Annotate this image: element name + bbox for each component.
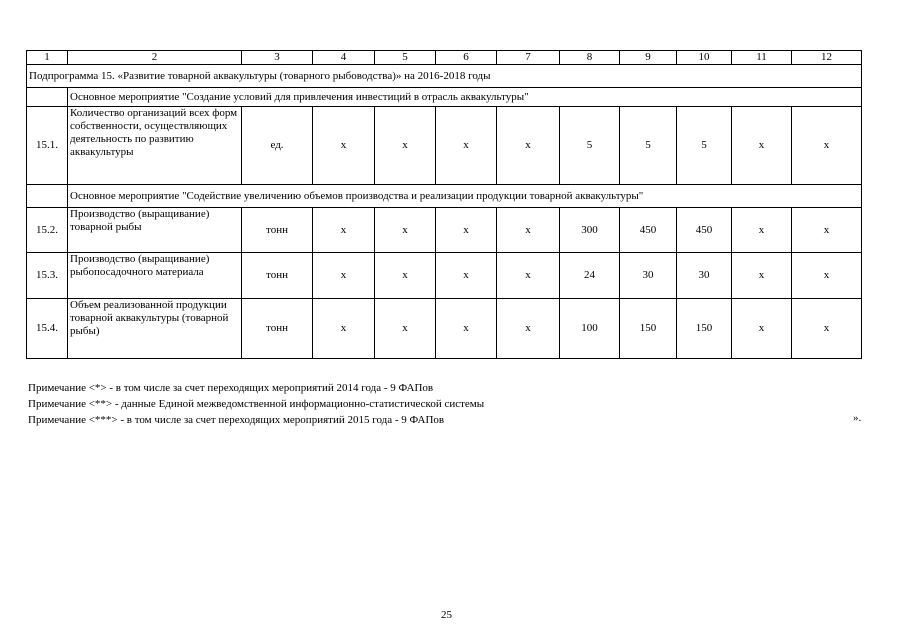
- value-cell: 5: [560, 107, 620, 185]
- measure-row: [27, 88, 862, 107]
- value-cell: х: [732, 107, 792, 185]
- value-cell: 30: [677, 253, 732, 299]
- row-number: 15.3.: [27, 253, 68, 299]
- row-description: Количество организаций всех форм собственности, осуществляющих деятельность по развитию аквакультуры: [68, 107, 242, 185]
- measure-title: Основное мероприятие "Создание условий для привлечения инвестиций в отрасль аквакультуры": [68, 88, 862, 107]
- subprogram-title: Подпрограмма 15. «Развитие товарной аквакультуры (товарного рыбоводства)» на 2016-2018 годы: [27, 65, 862, 88]
- value-cell: х: [792, 107, 862, 185]
- value-cell: х: [792, 208, 862, 253]
- header-cell: 10: [677, 51, 732, 65]
- row-unit: тонн: [242, 253, 313, 299]
- value-cell: х: [732, 253, 792, 299]
- row-number: 15.1.: [27, 107, 68, 185]
- value-cell: 150: [677, 299, 732, 359]
- value-cell: х: [375, 299, 436, 359]
- header-cell: 1: [27, 51, 68, 65]
- header-cell: 9: [620, 51, 677, 65]
- measure-title: Основное мероприятие "Содействие увеличению объемов производства и реализации продукции товарной аквакультуры": [68, 185, 862, 208]
- value-cell: 100: [560, 299, 620, 359]
- row-number: 15.4.: [27, 299, 68, 359]
- header-cell: 8: [560, 51, 620, 65]
- header-cell: 5: [375, 51, 436, 65]
- subprogram-row: [27, 65, 862, 88]
- value-cell: х: [436, 253, 497, 299]
- header-cell: 7: [497, 51, 560, 65]
- note-line: Примечание <**> - данные Единой межведомственной информационно-статистической системы: [28, 398, 485, 410]
- notes-block: [28, 380, 484, 428]
- value-cell: х: [436, 299, 497, 359]
- value-cell: 24: [560, 253, 620, 299]
- row-description: Производство (выращивание) товарной рыбы: [68, 208, 242, 253]
- page-number: 25: [441, 609, 452, 621]
- value-cell: х: [497, 208, 560, 253]
- indicators-table: [26, 50, 862, 359]
- table-row: [27, 107, 862, 185]
- header-cell: 12: [792, 51, 862, 65]
- value-cell: 450: [677, 208, 732, 253]
- closing-quote: ».: [853, 412, 862, 424]
- value-cell: х: [792, 253, 862, 299]
- value-cell: х: [375, 107, 436, 185]
- value-cell: 30: [620, 253, 677, 299]
- row-unit: тонн: [242, 299, 313, 359]
- value-cell: х: [375, 208, 436, 253]
- row-number: 15.2.: [27, 208, 68, 253]
- value-cell: 5: [677, 107, 732, 185]
- value-cell: х: [313, 208, 375, 253]
- header-cell: 11: [732, 51, 792, 65]
- value-cell: х: [732, 299, 792, 359]
- table-row: [27, 208, 862, 253]
- value-cell: х: [313, 299, 375, 359]
- value-cell: х: [497, 107, 560, 185]
- row-unit: тонн: [242, 208, 313, 253]
- value-cell: х: [313, 107, 375, 185]
- value-cell: 450: [620, 208, 677, 253]
- value-cell: х: [313, 253, 375, 299]
- value-cell: х: [792, 299, 862, 359]
- table-row: [27, 299, 862, 359]
- measure-row: [27, 185, 862, 208]
- header-row: [27, 51, 862, 65]
- header-cell: 4: [313, 51, 375, 65]
- header-cell: 2: [68, 51, 242, 65]
- value-cell: х: [436, 208, 497, 253]
- table-row: [27, 253, 862, 299]
- row-description: Объем реализованной продукции товарной аквакультуры (товарной рыбы): [68, 299, 242, 359]
- row-description: Производство (выращивание) рыбопосадочного материала: [68, 253, 242, 299]
- value-cell: 150: [620, 299, 677, 359]
- note-line: Примечание <*> - в том числе за счет переходящих мероприятий 2014 года - 9 ФАПов: [28, 382, 434, 394]
- header-cell: 6: [436, 51, 497, 65]
- value-cell: х: [497, 253, 560, 299]
- header-cell: 3: [242, 51, 313, 65]
- value-cell: х: [375, 253, 436, 299]
- value-cell: х: [732, 208, 792, 253]
- row-unit: ед.: [242, 107, 313, 185]
- value-cell: х: [436, 107, 497, 185]
- note-line: Примечание <***> - в том числе за счет переходящих мероприятий 2015 года - 9 ФАПов: [28, 414, 445, 426]
- value-cell: 5: [620, 107, 677, 185]
- value-cell: х: [497, 299, 560, 359]
- value-cell: 300: [560, 208, 620, 253]
